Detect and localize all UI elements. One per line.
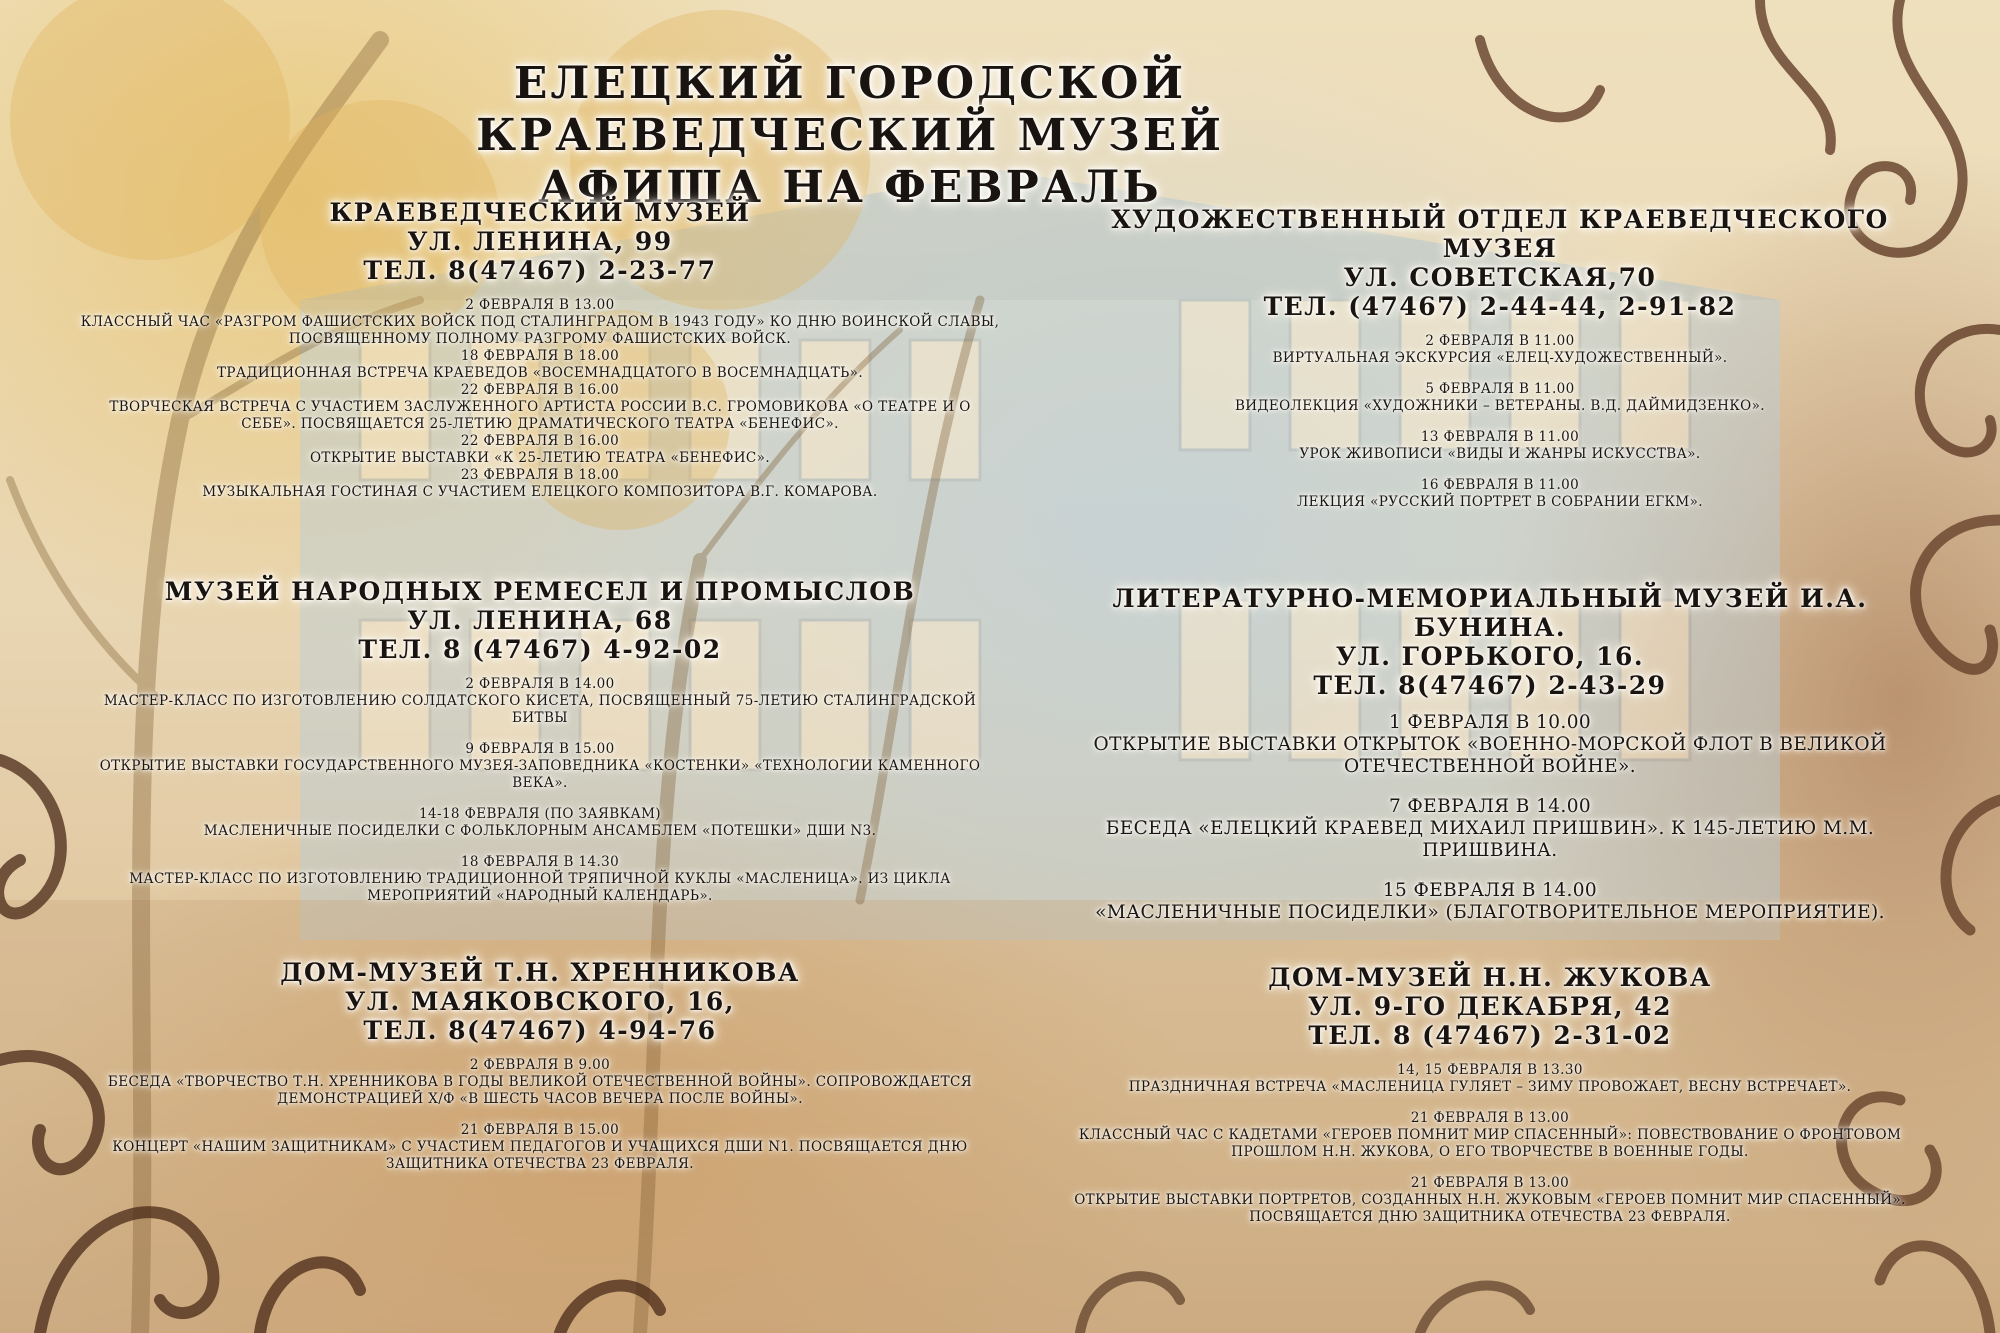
museum-block-bunin [1040, 584, 1940, 942]
event-list [1040, 712, 1940, 924]
event-item [1040, 796, 1940, 862]
event-description: МАСЛЕНИЧНЫЕ ПОСИДЕЛКИ С ФОЛЬКЛОРНЫМ АНСАМБЛЕМ «ПОТЕШКИ» ДШИ N3. [203, 823, 877, 839]
event-item [80, 433, 1000, 467]
block-header [80, 958, 1000, 1045]
museum-name: ЛИТЕРАТУРНО-МЕМОРИАЛЬНЫЙ МУЗЕЙ И.А. БУНИНА. [1112, 584, 1868, 642]
event-description: КЛАССНЫЙ ЧАС С КАДЕТАМИ «ГЕРОЕВ ПОМНИТ МИР СПАСЕННЫЙ»: ПОВЕСТВОВАНИЕ О ФРОНТОВОМ ПРОШЛОМ Н.Н. ЖУКОВА, О ЕГО ТВОРЧЕСТВЕ В ВОЕННЫЕ ГОДЫ. [1078, 1127, 1902, 1160]
museum-name: КРАЕВЕДЧЕСКИЙ МУЗЕЙ [329, 198, 751, 227]
museum-block-zhukov [1040, 963, 1940, 1240]
museum-block-crafts [80, 577, 1000, 919]
event-item [1040, 712, 1940, 778]
museum-address: УЛ. 9-ГО ДЕКАБРЯ, 42 [1307, 992, 1673, 1021]
event-description: КОНЦЕРТ «НАШИМ ЗАЩИТНИКАМ» С УЧАСТИЕМ ПЕДАГОГОВ И УЧАЩИХСЯ ДШИ N1. ПОСВЯЩАЕТСЯ ДНЮ ЗАЩИТНИКА ОТЕЧЕСТВА 23 ФЕВРАЛЯ. [112, 1139, 968, 1172]
event-description: ВИДЕОЛЕКЦИЯ «ХУДОЖНИКИ – ВЕТЕРАНЫ. В.Д. ДАЙМИДЗЕНКО». [1234, 398, 1766, 414]
event-date: 1 ФЕВРАЛЯ В 10.00 [1388, 712, 1592, 733]
event-description: ВИРТУАЛЬНАЯ ЭКСКУРСИЯ «ЕЛЕЦ-ХУДОЖЕСТВЕННЫЙ». [1272, 350, 1728, 366]
event-date: 23 ФЕВРАЛЯ В 18.00 [460, 467, 620, 483]
event-description: БЕСЕДА «ЕЛЕЦКИЙ КРАЕВЕД МИХАИЛ ПРИШВИН». К 145-ЛЕТИЮ М.М. ПРИШВИНА. [1105, 818, 1875, 861]
event-item [80, 854, 1000, 905]
event-description: «МАСЛЕНИЧНЫЕ ПОСИДЕЛКИ» (БЛАГОТВОРИТЕЛЬНОЕ МЕРОПРИЯТИЕ). [1095, 902, 1885, 923]
event-date: 22 ФЕВРАЛЯ В 16.00 [460, 382, 620, 398]
block-header [1040, 584, 1940, 700]
event-item [80, 1122, 1000, 1173]
museum-name: МУЗЕЙ НАРОДНЫХ РЕМЕСЕЛ И ПРОМЫСЛОВ [164, 577, 916, 606]
museum-address: УЛ. ЛЕНИНА, 99 [407, 227, 673, 256]
event-item [80, 348, 1000, 382]
event-date: 16 ФЕВРАЛЯ В 11.00 [1420, 477, 1580, 493]
museum-phone: ТЕЛ. (47467) 2-44-44, 2-91-82 [1263, 292, 1737, 321]
block-header [1040, 963, 1940, 1050]
event-date: 2 ФЕВРАЛЯ В 9.00 [469, 1057, 611, 1073]
event-description: ОТКРЫТИЕ ВЫСТАВКИ ГОСУДАРСТВЕННОГО МУЗЕЯ-ЗАПОВЕДНИКА «КОСТЕНКИ» «ТЕХНОЛОГИИ КАМЕННОГО ВЕКА». [99, 758, 981, 791]
event-item [1060, 381, 1940, 415]
event-date: 14, 15 ФЕВРАЛЯ В 13.30 [1397, 1062, 1583, 1078]
event-date: 13 ФЕВРАЛЯ В 11.00 [1420, 429, 1580, 445]
block-header [80, 577, 1000, 664]
event-date: 2 ФЕВРАЛЯ В 13.00 [465, 297, 615, 313]
event-item [80, 467, 1000, 501]
block-header [1060, 205, 1940, 321]
event-list [1040, 1062, 1940, 1226]
event-description: УРОК ЖИВОПИСИ «ВИДЫ И ЖАНРЫ ИСКУССТВА». [1299, 446, 1701, 462]
event-description: ТВОРЧЕСКАЯ ВСТРЕЧА С УЧАСТИЕМ ЗАСЛУЖЕННОГО АРТИСТА РОССИИ В.С. ГРОМОВИКОВА «О ТЕАТРЕ И О СЕБЕ». ПОСВЯЩАЕТСЯ 25-ЛЕТИЮ ДРАМАТИЧЕСКОГО ТЕАТРА «БЕНЕФИС». [109, 399, 971, 432]
event-description: ТРАДИЦИОННАЯ ВСТРЕЧА КРАЕВЕДОВ «ВОСЕМНАДЦАТОГО В ВОСЕМНАДЦАТЬ». [216, 365, 864, 381]
event-date: 9 ФЕВРАЛЯ В 15.00 [465, 741, 615, 757]
page-title [250, 58, 1450, 214]
event-list [80, 1057, 1000, 1173]
event-description: ЛЕКЦИЯ «РУССКИЙ ПОРТРЕТ В СОБРАНИИ ЕГКМ». [1297, 494, 1703, 510]
museum-phone: ТЕЛ. 8 (47467) 2-31-02 [1308, 1021, 1672, 1050]
event-list [1060, 333, 1940, 511]
event-description: ОТКРЫТИЕ ВЫСТАВКИ ОТКРЫТОК «ВОЕННО-МОРСКОЙ ФЛОТ В ВЕЛИКОЙ ОТЕЧЕСТВЕННОЙ ВОЙНЕ». [1093, 734, 1887, 777]
event-date: 2 ФЕВРАЛЯ В 14.00 [465, 676, 615, 692]
museum-address: УЛ. МАЯКОВСКОГО, 16, [345, 987, 735, 1016]
event-date: 21 ФЕВРАЛЯ В 13.00 [1410, 1110, 1570, 1126]
museum-phone: ТЕЛ. 8 (47467) 4-92-02 [358, 635, 722, 664]
event-description: ОТКРЫТИЕ ВЫСТАВКИ ПОРТРЕТОВ, СОЗДАННЫХ Н.Н. ЖУКОВЫМ «ГЕРОЕВ ПОМНИТ МИР СПАСЕННЫЙ». ПОСВЯЩАЕТСЯ ДНЮ ЗАЩИТНИКА ОТЕЧЕСТВА 23 ФЕВРАЛЯ. [1074, 1192, 1906, 1225]
block-header [80, 198, 1000, 285]
museum-address: УЛ. ГОРЬКОГО, 16. [1335, 642, 1645, 671]
event-date: 21 ФЕВРАЛЯ В 15.00 [460, 1122, 620, 1138]
event-description: МАСТЕР-КЛАСС ПО ИЗГОТОВЛЕНИЮ СОЛДАТСКОГО КИСЕТА, ПОСВЯЩЕННЫЙ 75-ЛЕТИЮ СТАЛИНГРАДСКОЙ БИТВЫ [103, 693, 977, 726]
event-item [1060, 477, 1940, 511]
event-item [1060, 429, 1940, 463]
event-description: ПРАЗДНИЧНАЯ ВСТРЕЧА «МАСЛЕНИЦА ГУЛЯЕТ – ЗИМУ ПРОВОЖАЕТ, ВЕСНУ ВСТРЕЧАЕТ». [1128, 1079, 1852, 1095]
event-date: 22 ФЕВРАЛЯ В 16.00 [460, 433, 620, 449]
event-date: 15 ФЕВРАЛЯ В 14.00 [1382, 880, 1598, 901]
event-list [80, 676, 1000, 905]
event-date: 21 ФЕВРАЛЯ В 13.00 [1410, 1175, 1570, 1191]
event-description: МУЗЫКАЛЬНАЯ ГОСТИНАЯ С УЧАСТИЕМ ЕЛЕЦКОГО КОМПОЗИТОРА В.Г. КОМАРОВА. [202, 484, 878, 500]
museum-phone: ТЕЛ. 8(47467) 2-43-29 [1313, 671, 1667, 700]
event-item [80, 297, 1000, 348]
museum-phone: ТЕЛ. 8(47467) 2-23-77 [363, 256, 717, 285]
event-item [80, 1057, 1000, 1108]
event-item [80, 676, 1000, 727]
event-item [80, 382, 1000, 433]
event-item [1040, 880, 1940, 924]
event-date: 18 ФЕВРАЛЯ В 18.00 [460, 348, 620, 364]
museum-name: ДОМ-МУЗЕЙ Т.Н. ХРЕННИКОВА [280, 958, 800, 987]
museum-phone: ТЕЛ. 8(47467) 4-94-76 [363, 1016, 717, 1045]
museum-block-art-department [1060, 205, 1940, 525]
event-item [1060, 333, 1940, 367]
event-description: КЛАССНЫЙ ЧАС «РАЗГРОМ ФАШИСТСКИХ ВОЙСК ПОД СТАЛИНГРАДОМ В 1943 ГОДУ» КО ДНЮ ВОИНСКОЙ СЛАВЫ, ПОСВЯЩЕННОМУ ПОЛНОМУ РАЗГРОМУ ФАШИСТСКИХ ВОЙСК. [80, 314, 1000, 347]
event-date: 5 ФЕВРАЛЯ В 11.00 [1425, 381, 1575, 397]
event-item [1040, 1062, 1940, 1096]
event-description: ОТКРЫТИЕ ВЫСТАВКИ «К 25-ЛЕТИЮ ТЕАТРА «БЕНЕФИС». [309, 450, 771, 466]
event-date: 14-18 ФЕВРАЛЯ (ПО ЗАЯВКАМ) [419, 806, 661, 822]
event-list [80, 297, 1000, 501]
event-date: 18 ФЕВРАЛЯ В 14.30 [460, 854, 620, 870]
museum-address: УЛ. ЛЕНИНА, 68 [407, 606, 673, 635]
event-date: 7 ФЕВРАЛЯ В 14.00 [1388, 796, 1592, 817]
event-item [80, 806, 1000, 840]
title-line-month: АФИША НА ФЕВРАЛЬ [538, 162, 1162, 213]
event-item [80, 741, 1000, 792]
museum-address: УЛ. СОВЕТСКАЯ,70 [1343, 263, 1657, 292]
event-date: 2 ФЕВРАЛЯ В 11.00 [1425, 333, 1575, 349]
museum-name: ДОМ-МУЗЕЙ Н.Н. ЖУКОВА [1268, 963, 1712, 992]
event-description: БЕСЕДА «ТВОРЧЕСТВО Т.Н. ХРЕННИКОВА В ГОДЫ ВЕЛИКОЙ ОТЕЧЕСТВЕННОЙ ВОЙНЫ». СОПРОВОЖДАЕТСЯ ДЕМОНСТРАЦИЕЙ Х/Ф «В ШЕСТЬ ЧАСОВ ВЕЧЕРА ПОСЛЕ ВОЙНЫ». [107, 1074, 973, 1107]
museum-block-local-history [80, 198, 1000, 501]
event-description: МАСТЕР-КЛАСС ПО ИЗГОТОВЛЕНИЮ ТРАДИЦИОННОЙ ТРЯПИЧНОЙ КУКЛЫ «МАСЛЕНИЦА». ИЗ ЦИКЛА МЕРОПРИЯТИЙ «НАРОДНЫЙ КАЛЕНДАРЬ». [129, 871, 951, 904]
museum-name: ХУДОЖЕСТВЕННЫЙ ОТДЕЛ КРАЕВЕДЧЕСКОГО МУЗЕЯ [1111, 205, 1889, 263]
title-line-museum: ЕЛЕЦКИЙ ГОРОДСКОЙ КРАЕВЕДЧЕСКИЙ МУЗЕЙ [476, 58, 1224, 161]
event-item [1040, 1175, 1940, 1226]
event-item [1040, 1110, 1940, 1161]
museum-block-khrennikov [80, 958, 1000, 1187]
